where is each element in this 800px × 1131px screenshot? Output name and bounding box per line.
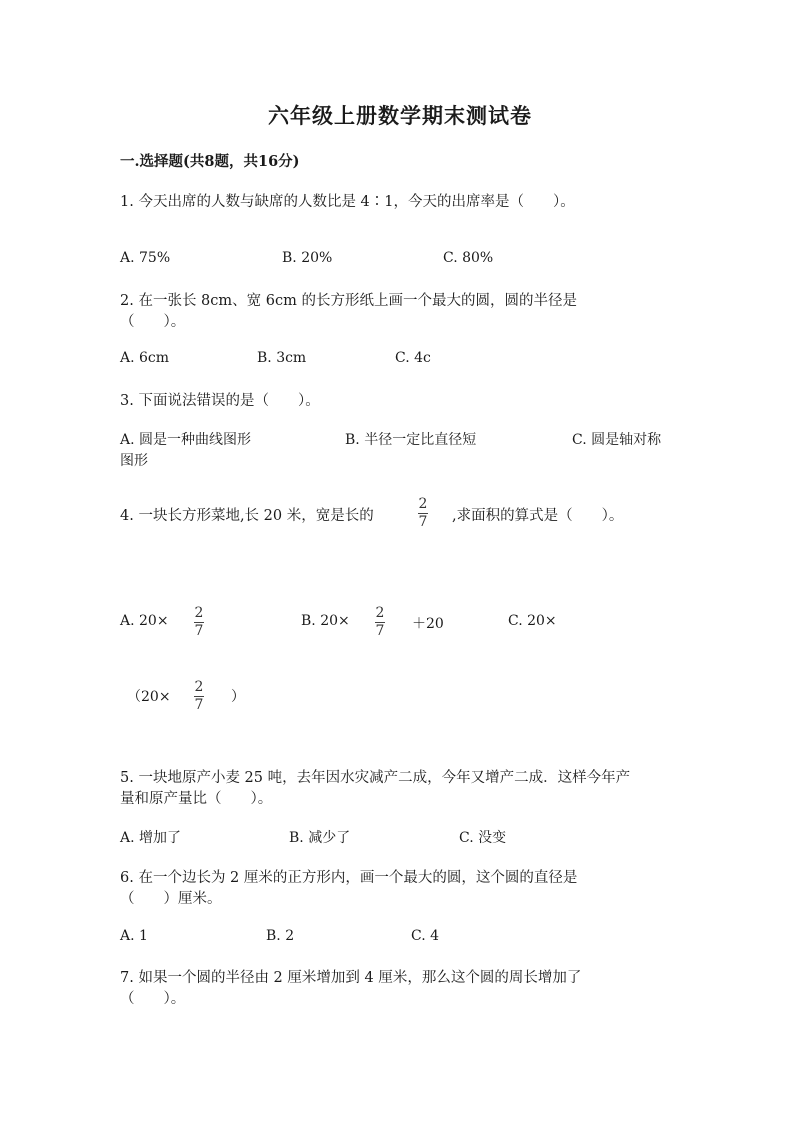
question-3-option-c: C. 圆是轴对称 (572, 432, 662, 448)
fraction-denominator: 7 (418, 514, 428, 530)
fraction-denominator: 7 (375, 623, 385, 639)
section-heading: 一.选择题(共8题，共16分) (120, 153, 300, 170)
question-2-option-a: A. 6cm (120, 350, 170, 366)
question-6-option-b: B. 2 (266, 928, 295, 944)
question-3-option-c-wrap: 图形 (120, 453, 148, 469)
question-2-option-b: B. 3cm (257, 350, 307, 366)
question-6-option-a: A. 1 (120, 928, 148, 944)
question-4-fraction (418, 497, 428, 530)
fraction-denominator: 7 (194, 697, 204, 713)
fraction-denominator: 7 (194, 623, 204, 639)
question-1-option-b: B. 20% (282, 250, 333, 266)
fraction-numerator: 2 (194, 605, 204, 621)
question-4-option-a: A. 20× (120, 613, 169, 629)
question-7-text-line2: （ ）。 (120, 991, 186, 1007)
question-1-option-c: C. 80% (443, 250, 494, 266)
question-3-option-b: B. 半径一定比直径短 (345, 432, 477, 448)
fraction-numerator: 2 (194, 679, 204, 695)
question-4-option-b-fraction (375, 606, 385, 639)
question-6-text-line1: 6. 在一个边长为 2 厘米的正方形内，画一个最大的圆，这个圆的直径是 (120, 870, 578, 886)
question-4-option-a-fraction (194, 606, 204, 639)
question-5-option-b: B. 减少了 (289, 830, 351, 846)
question-3-option-a: A. 圆是一种曲线图形 (120, 432, 252, 448)
question-4-text-before: 4. 一块长方形菜地,长 20 米，宽是长的 (120, 508, 374, 524)
question-4-option-b-suffix: ＋20 (412, 616, 444, 632)
question-5-option-c: C. 没变 (459, 830, 507, 846)
question-5-text-line1: 5. 一块地原产小麦 25 吨，去年因水灾减产二成，今年又增产二成．这样今年产 (120, 770, 631, 786)
fraction-numerator: 2 (418, 496, 428, 512)
question-3-text: 3. 下面说法错误的是（ ）。 (120, 393, 320, 409)
fraction-numerator: 2 (375, 605, 385, 621)
question-6-option-c: C. 4 (411, 928, 440, 944)
question-5-option-a: A. 增加了 (120, 830, 182, 846)
question-1-option-a: A. 75% (120, 250, 171, 266)
question-2-text-line2: （ ）。 (120, 314, 186, 330)
question-4-option-b: B. 20× (301, 613, 350, 629)
question-4-option-c-fraction (194, 680, 204, 713)
question-1-text: 1. 今天出席的人数与缺席的人数比是 4∶1，今天的出席率是（ ）。 (120, 194, 575, 210)
question-5-text-line2: 量和原产量比（ ）。 (120, 791, 273, 807)
page-title: 六年级上册数学期末测试卷 (268, 103, 532, 128)
question-4-option-c: C. 20× (508, 613, 557, 629)
question-7-text-line1: 7. 如果一个圆的半径由 2 厘米增加到 4 厘米，那么这个圆的周长增加了 (120, 970, 582, 986)
question-4-option-c-wrap: （20× (127, 689, 171, 705)
question-2-text-line1: 2. 在一张长 8cm、宽 6cm 的长方形纸上画一个最大的圆，圆的半径是 (120, 293, 577, 309)
question-4-option-c-close: ） (231, 689, 245, 705)
question-4-text-after: ,求面积的算式是（ ）。 (452, 508, 624, 524)
question-2-option-c: C. 4c (395, 350, 431, 366)
question-6-text-line2: （ ）厘米。 (120, 891, 222, 907)
